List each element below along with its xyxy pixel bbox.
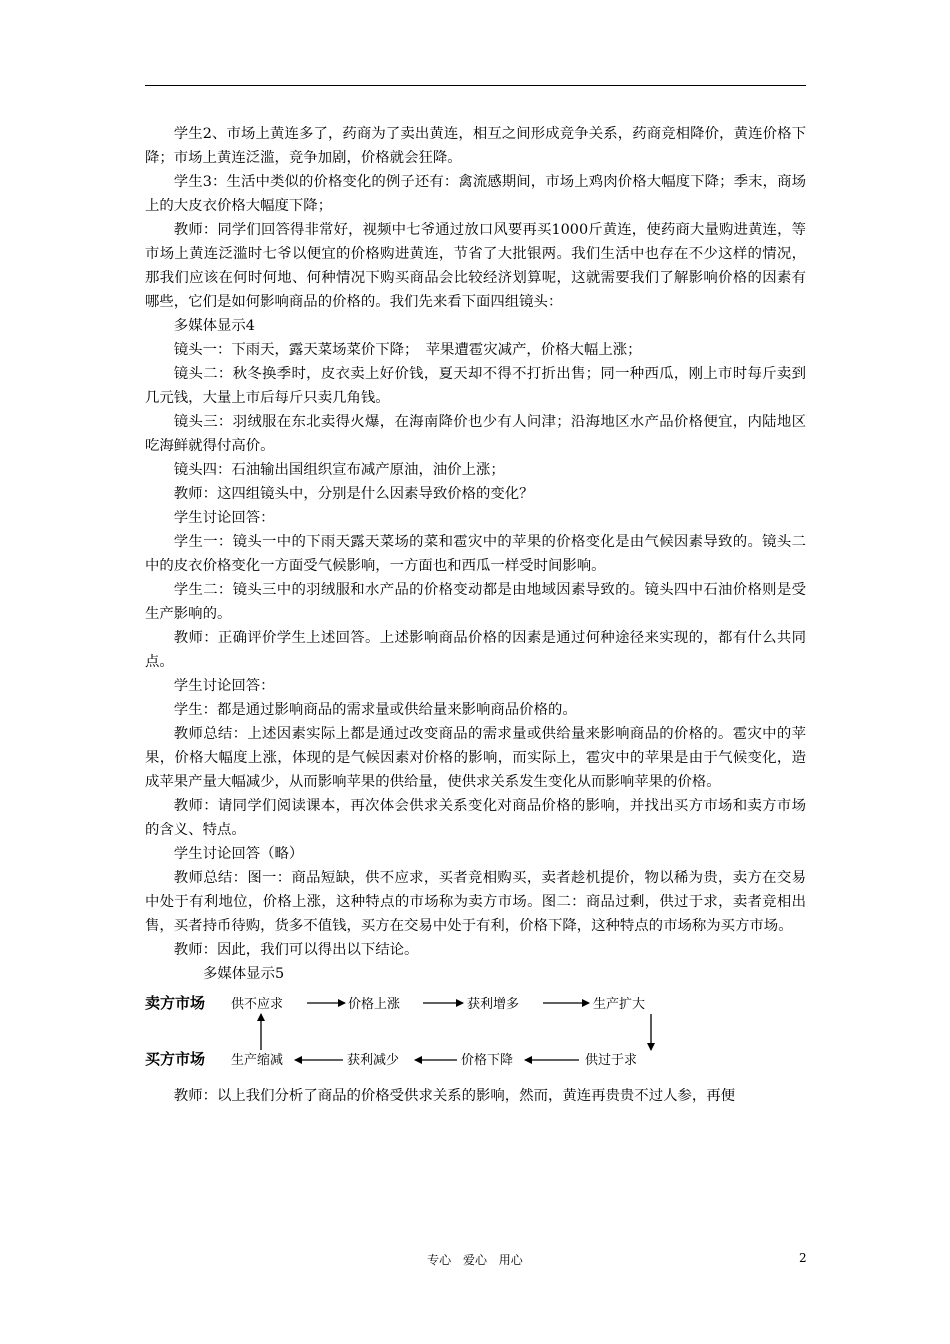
flow-node-surplus: 供过于求 — [585, 1053, 638, 1068]
paragraph: 学生讨论回答： — [173, 510, 275, 526]
buyer-market-label: 买方市场 — [145, 1050, 206, 1068]
paragraph: 教师：请同学们阅读课本，再次体会供求关系变化对商品价格的影响，并找出买方市场和卖方市场的含义、特点。 — [145, 798, 806, 838]
footer-motto: 专心 爱心 用心 — [427, 1253, 523, 1267]
header-rule — [145, 85, 806, 86]
paragraph: 教师：正确评价学生上述回答。上述影响商品价格的因素是通过何种途径来实现的，都有什么共同点。 — [145, 630, 806, 670]
paragraph: 学生讨论回答： — [173, 678, 275, 694]
paragraph: 镜头三：羽绒服在东北卖得火爆，在海南降价也少有人问津；沿海地区水产品价格便宜，内陆地区吃海鲜就得付高价。 — [145, 414, 806, 454]
paragraph: 镜头四：石油输出国组织宣布减产原油，油价上涨； — [173, 462, 505, 478]
document-body — [145, 122, 806, 1108]
paragraph: 多媒体显示5 — [203, 966, 285, 982]
flow-node-shrink: 生产缩减 — [231, 1053, 284, 1068]
paragraph: 镜头二：秋冬换季时，皮衣卖上好价钱，夏天却不得不打折出售；同一种西瓜，刚上市时每斤卖到几元钱，大量上市后每斤只卖几角钱。 — [145, 366, 806, 406]
paragraph: 学生讨论回答（略） — [173, 846, 304, 862]
paragraph: 多媒体显示4 — [173, 318, 255, 334]
paragraph: 学生2、市场上黄连多了，药商为了卖出黄连，相互之间形成竞争关系，药商竞相降价，黄连价格下降；市场上黄连泛滥，竞争加剧，价格就会狂降。 — [145, 126, 806, 166]
seller-market-label: 卖方市场 — [145, 994, 206, 1012]
paragraph: 学生一：镜头一中的下雨天露天菜场的菜和雹灾中的苹果的价格变化是由气候因素导致的。镜头二中的皮衣价格变化一方面受气候影响，一方面也和西瓜一样受时间影响。 — [145, 534, 806, 574]
paragraph: 教师：同学们回答得非常好，视频中七爷通过放口风要再买1000斤黄连，使药商大量购进黄连，等市场上黄连泛滥时七爷以便宜的价格购进黄连，节省了大批银两。我们生活中也存在不少这样的情况，那我们应该在何时何地、何种情况下购买商品会比较经济划算呢，这就需要我们了解影响价格的因素有哪些，它们是如何影响商品的价格的。我们先来看下面四组镜头： — [145, 222, 806, 310]
page-number: 2 — [799, 1251, 807, 1265]
market-flow-diagram — [145, 988, 806, 1074]
flow-node-profit-down: 获利减少 — [347, 1053, 400, 1068]
paragraph: 教师总结：图一：商品短缺，供不应求，买者竞相购买，卖者趁机提价，物以稀为贵，卖方在交易中处于有利地位，价格上涨，这种特点的市场称为卖方市场。图二：商品过剩，供过于求，卖者竞相出售，买者持币待购，货多不值钱，买方在交易中处于有利，价格下降，这种特点的市场称为买方市场。 — [145, 870, 806, 934]
flow-node-expand: 生产扩大 — [593, 997, 646, 1012]
paragraph: 教师：因此，我们可以得出以下结论。 — [173, 942, 419, 958]
paragraph: 教师：这四组镜头中，分别是什么因素导致价格的变化？ — [173, 486, 534, 502]
paragraph: 镜头一：下雨天，露天菜场菜价下降； 苹果遭雹灾减产，价格大幅上涨； — [173, 342, 642, 358]
paragraph: 教师总结：上述因素实际上都是通过改变商品的需求量或供给量来影响商品的价格的。雹灾中的苹果，价格大幅度上涨，体现的是气候因素对价格的影响，而实际上，雹灾中的苹果是由于气候变化，造成苹果产量大幅减少，从而影响苹果的供给量，使供求关系发生变化从而影响苹果的价格。 — [145, 726, 806, 790]
flow-node-price-fall: 价格下降 — [461, 1053, 514, 1068]
paragraph: 学生二：镜头三中的羽绒服和水产品的价格变动都是由地域因素导致的。镜头四中石油价格则是受生产影响的。 — [145, 582, 806, 622]
flow-node-price-rise: 价格上涨 — [348, 997, 401, 1012]
paragraph: 学生3：生活中类似的价格变化的例子还有：禽流感期间，市场上鸡肉价格大幅度下降；季末，商场上的大皮衣价格大幅度下降； — [145, 174, 806, 214]
paragraph: 学生：都是通过影响商品的需求量或供给量来影响商品价格的。 — [173, 702, 577, 718]
flow-node-shortage: 供不应求 — [231, 997, 284, 1012]
flow-node-profit-up: 获利增多 — [467, 997, 520, 1012]
paragraph: 教师：以上我们分析了商品的价格受供求关系的影响，然而，黄连再贵贵不过人参，再便 — [173, 1088, 736, 1104]
